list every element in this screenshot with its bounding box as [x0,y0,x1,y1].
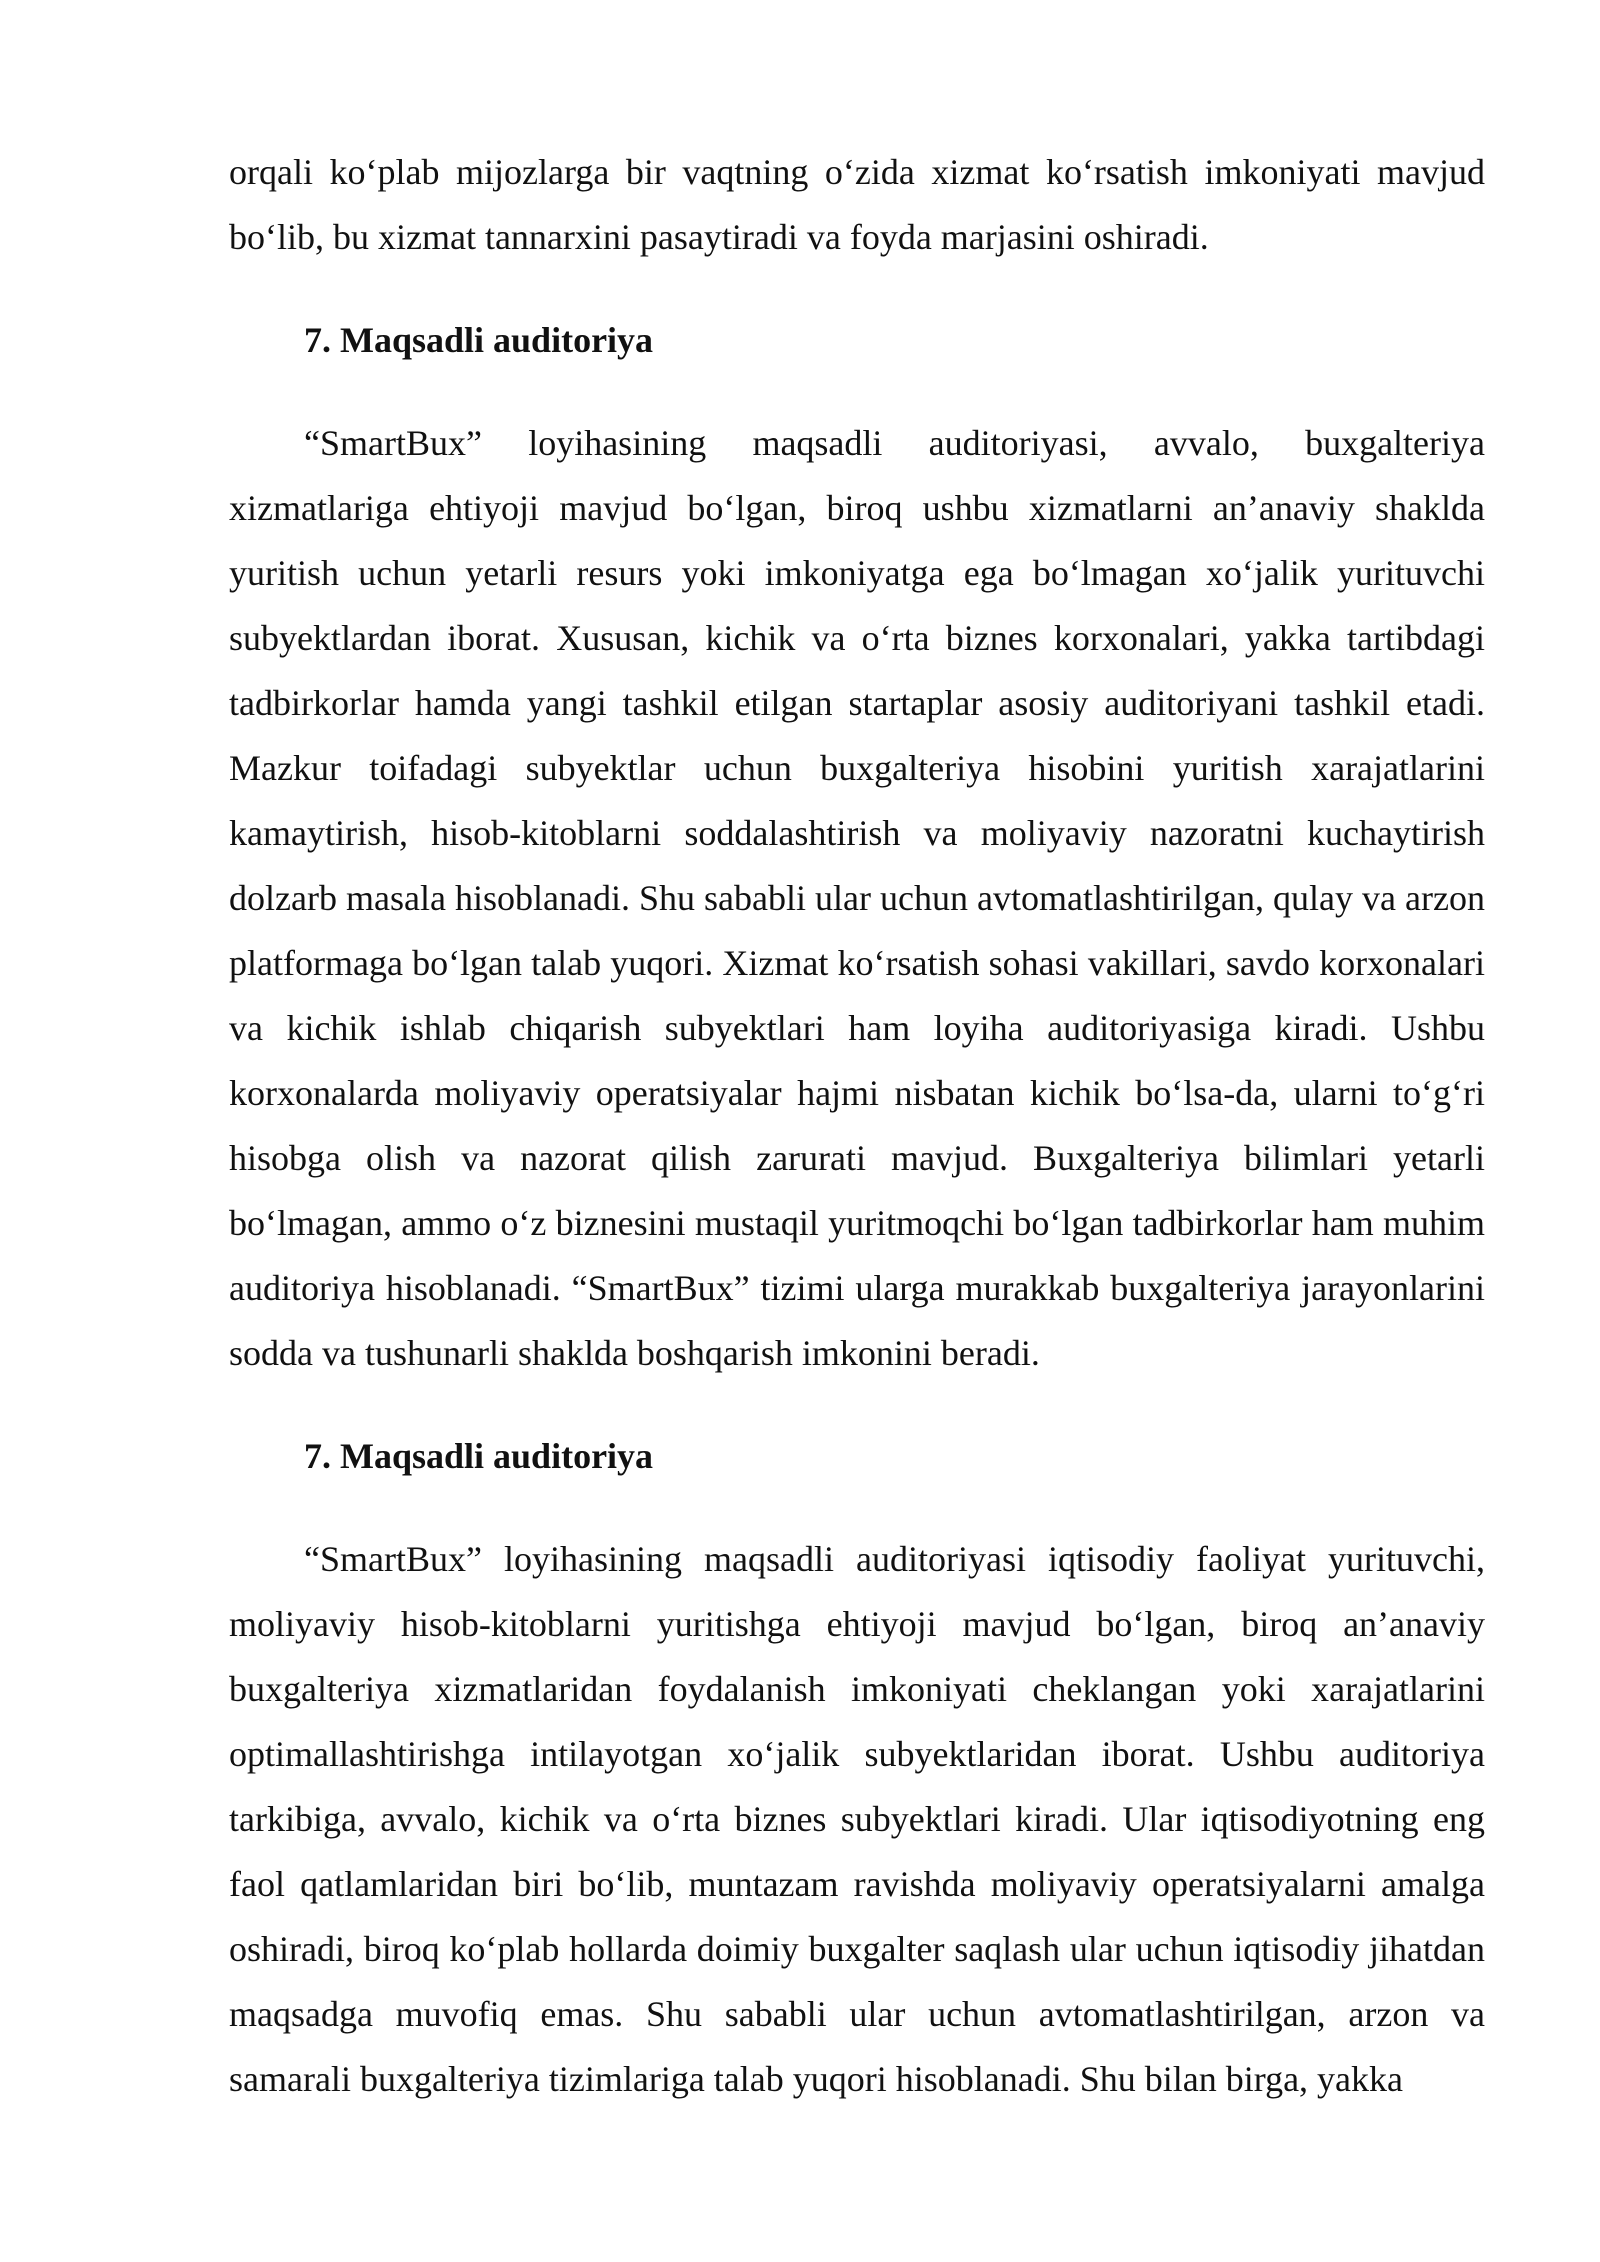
section-heading: 7. Maqsadli auditoriya [304,1436,654,1476]
document-page [229,140,1485,2112]
section-paragraph: “SmartBux” loyihasining maqsadli auditoriyasi iqtisodiy faoliyat yurituvchi, moliyaviy hisob-kitoblarni yuritishga ehtiyoji mavjud bo‘lgan, biroq an’anaviy buxgalteriya xizmatlaridan foydalanish imkoniyati cheklangan yoki xarajatlarini optimallashtirishga intilayotgan xo‘jalik subyektlaridan iborat. Ushbu auditoriya tarkibiga, avvalo, kichik va o‘rta biznes subyektlari kiradi. Ular iqtisodiyotning eng faol qatlamlaridan biri bo‘lib, muntazam ravishda moliyaviy operatsiyalarni amalga oshiradi, biroq ko‘plab hollarda doimiy buxgalter saqlash ular uchun iqtisodiy jihatdan maqsadga muvofiq emas. Shu sababli ular uchun avtomatlashtirilgan, arzon va samarali buxgalteriya tizimlariga talab yuqori hisoblanadi. Shu bilan birga, yakka [229,1539,1485,2099]
section-heading: 7. Maqsadli auditoriya [304,320,654,360]
intro-paragraph: orqali ko‘plab mijozlarga bir vaqtning o‘zida xizmat ko‘rsatish imkoniyati mavjud bo‘lib, bu xizmat tannarxini pasaytiradi va foyda marjasini oshiradi. [229,152,1485,257]
section-paragraph: “SmartBux” loyihasining maqsadli auditoriyasi, avvalo, buxgalteriya xizmatlariga ehtiyoji mavjud bo‘lgan, biroq ushbu xizmatlarni an’anaviy shaklda yuritish uchun yetarli resurs yoki imkoniyatga ega bo‘lmagan xo‘jalik yurituvchi subyektlardan iborat. Xususan, kichik va o‘rta biznes korxonalari, yakka tartibdagi tadbirkorlar hamda yangi tashkil etilgan startaplar asosiy auditoriyani tashkil etadi. Mazkur toifadagi subyektlar uchun buxgalteriya hisobini yuritish xarajatlarini kamaytirish, hisob-kitoblarni soddalashtirish va moliyaviy nazoratni kuchaytirish dolzarb masala hisoblanadi. Shu sababli ular uchun avtomatlashtirilgan, qulay va arzon platformaga bo‘lgan talab yuqori. Xizmat ko‘rsatish sohasi vakillari, savdo korxonalari va kichik ishlab chiqarish subyektlari ham loyiha auditoriyasiga kiradi. Ushbu korxonalarda moliyaviy operatsiyalar hajmi nisbatan kichik bo‘lsa-da, ularni to‘g‘ri hisobga olish va nazorat qilish zarurati mavjud. Buxgalteriya bilimlari yetarli bo‘lmagan, ammo o‘z biznesini mustaqil yuritmoqchi bo‘lgan tadbirkorlar ham muhim auditoriya hisoblanadi. “SmartBux” tizimi ularga murakkab buxgalteriya jarayonlarini sodda va tushunarli shaklda boshqarish imkonini beradi. [229,423,1485,1373]
